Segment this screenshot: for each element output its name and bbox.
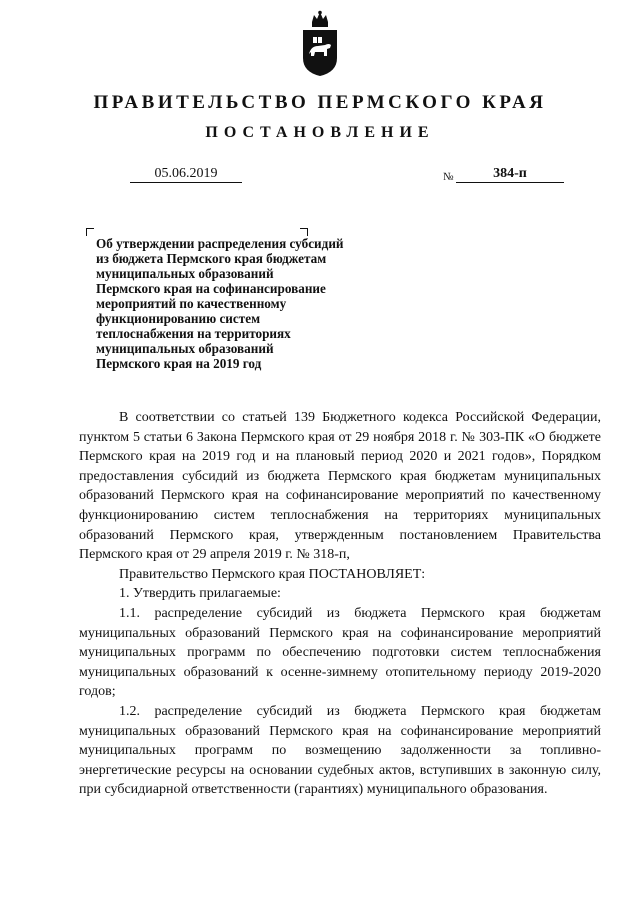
subject-line: из бюджета Пермского края бюджетам	[96, 251, 327, 266]
item-1-1: 1.1. распределение субсидий из бюджета Пермского края бюджетам муниципальных образований Пермского края на софинансирование мероприятий муниципальных программ по обеспечению подготовки систем теплоснабжения муниципальных образований к осенне-зимнему отопительному периоду 2019-2020 годов;	[79, 605, 601, 700]
document-type: ПОСТАНОВЛЕНИЕ	[205, 124, 435, 141]
subject-line: Пермского края на 2019 год	[96, 356, 262, 371]
subject-line: Об утверждении распределения субсидий	[96, 236, 344, 251]
decree-paragraph: Правительство Пермского края ПОСТАНОВЛЯЕТ:	[119, 566, 426, 582]
preamble-paragraph: В соответствии со статьей 139 Бюджетного кодекса Российской Федерации, пунктом 5 статьи 6 Закона Пермского края от 29 ноября 2018 г. № 303-ПК «О бюджете Пермского края на 2019 год и на плановый период 2020 и 2021 годов», Порядком предоставления субсидий из бюджета Пермского края бюджетам муниципальных образований Пермского края на софинансирование мероприятий по качественному функционированию систем теплоснабжения на территориях муниципальных образований Пермского края, утвержденным постановлением Правительства Пермского края от 29 апреля 2019 г. № 318-п,	[79, 410, 601, 563]
subject-line: теплоснабжения на территориях	[96, 326, 291, 341]
subject-line: мероприятий по качественному	[96, 296, 287, 311]
authority-title: ПРАВИТЕЛЬСТВО ПЕРМСКОГО КРАЯ	[93, 92, 547, 113]
subject-corner-left	[86, 228, 94, 236]
item-1-2: 1.2. распределение субсидий из бюджета Пермского края бюджетам муниципальных образований Пермского края на софинансирование мероприятий муниципальных программ по возмещению задолженности за топливно-энергетические ресурсы на основании судебных актов, вступивших в законную силу, при субсидиарной ответственности (гарантиях) муниципального образования.	[79, 703, 601, 798]
document-number: 384-п	[456, 166, 564, 183]
subject-line: функционированию систем	[96, 311, 261, 326]
item-1: 1. Утвердить прилагаемые:	[119, 586, 281, 602]
document-body	[79, 408, 601, 800]
document-subject	[96, 236, 376, 371]
subject-line: Пермского края на софинансирование	[96, 281, 326, 296]
document-date: 05.06.2019	[130, 166, 242, 183]
perm-krai-coat-of-arms-icon	[300, 10, 340, 78]
subject-line: муниципальных образований	[96, 341, 274, 356]
number-label: №	[443, 171, 454, 183]
subject-line: муниципальных образований	[96, 266, 274, 281]
subject-corner-right	[300, 228, 308, 236]
